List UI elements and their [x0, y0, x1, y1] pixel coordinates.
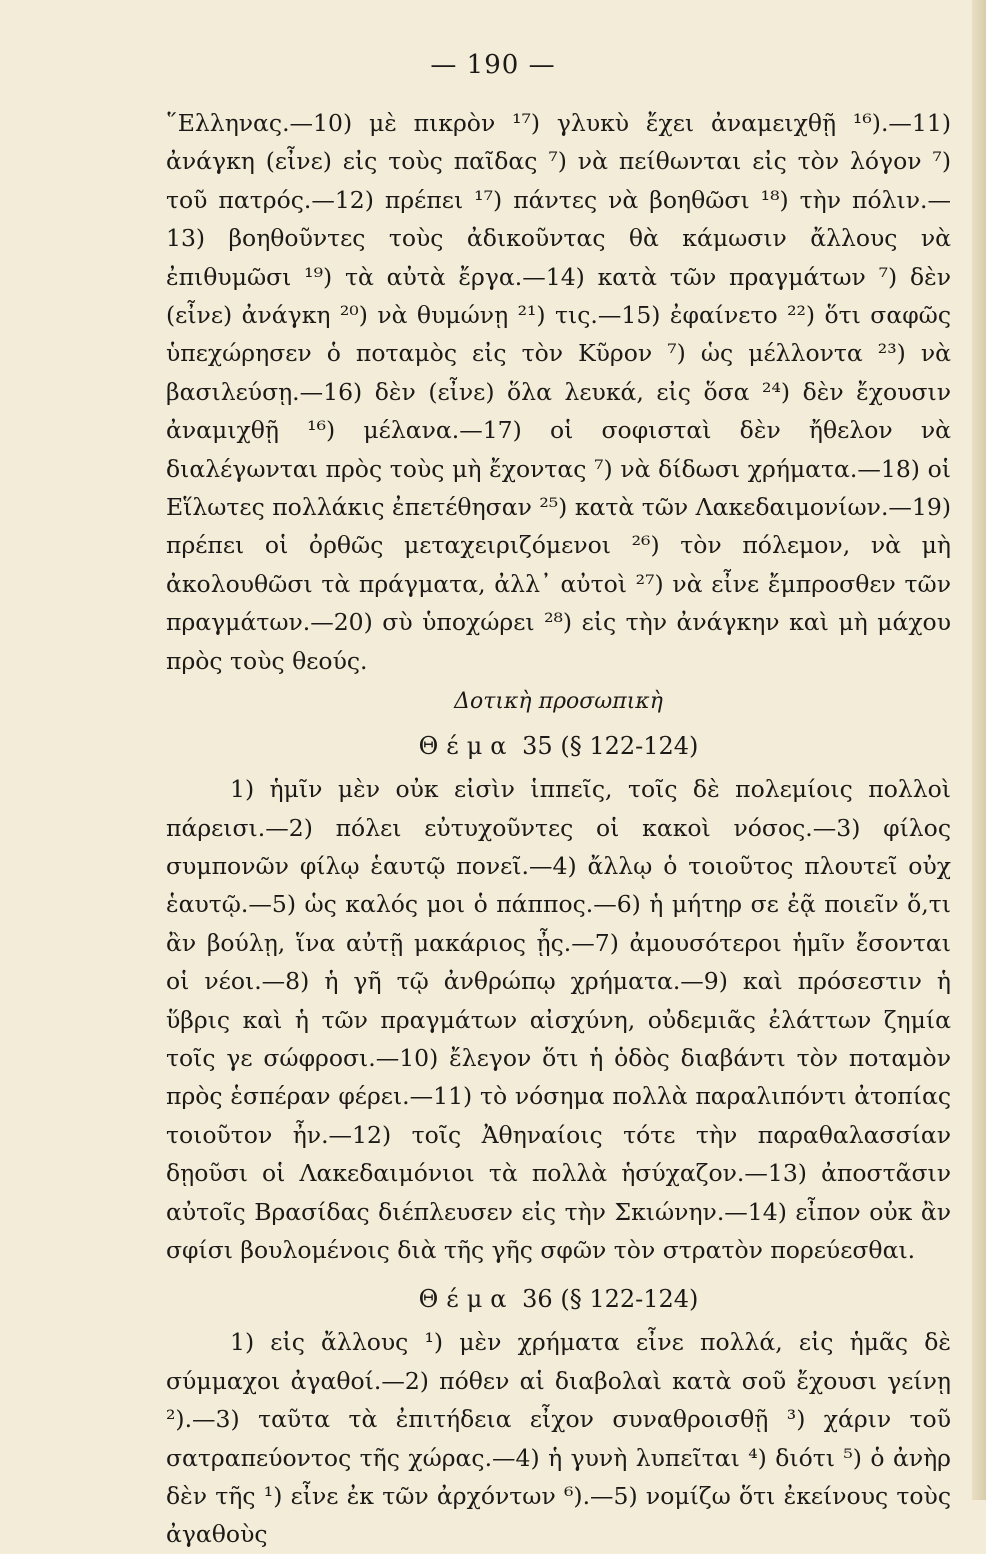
theme-36-label: Θέμα [418, 1285, 515, 1314]
section-title: Δοτικὴ προσωπικὴ [454, 689, 663, 715]
theme-35-number: 35 [522, 732, 553, 761]
theme-35-label: Θέμα [418, 732, 515, 761]
page-edge [972, 0, 986, 1500]
theme-35-text: 1) ἡμῖν μὲν οὐκ εἰσὶν ἱππεῖς, τοῖς δὲ πολεμίοις πολλοὶ πάρεισι.—2) πόλει εὐτυχοῦντες οἱ κακοὶ νόσος.—3) φίλος συμπονῶν φίλῳ ἑαυτῷ πονεῖ.—4) ἄλλῳ ὁ τοιοῦτος πλουτεῖ οὐχ ἑαυτῷ.—5) ὡς καλός μοι ὁ πάππος.—6) ἡ μήτηρ σε ἐᾷ ποιεῖν ὅ,τι ἂν βούλῃ, ἵνα αὐτῇ μακάριος ᾖς.—7) ἀμουσότεροι ἡμῖν ἔσονται οἱ νέοι.—8) ἡ γῆ τῷ ἀνθρώπῳ χρήματα.—9) καὶ πρόσεστιν ἡ ὕβρις καὶ ἡ τῶν πραγμάτων αἰσχύνη, οὐδεμιᾶς ἐλάττων ζημία τοῖς γε σώφροσι.—10) ἔλεγον ὅτι ἡ ὁδὸς διαβάντι τὸν ποταμὸν πρὸς ἑσπέραν φέρει.—11) τὸ νόσημα πολλὰ παραλιπόντι ἀτοπίας τοιοῦτον ἦν.—12) τοῖς Ἀθηναίοις τότε τὴν παραθαλασσίαν δῃοῦσι οἱ Λακεδαιμόνιοι τὰ πολλὰ ἡσύχαζον.—13) ἀποστᾶσιν αὐτοῖς Βρασίδας διέπλευσεν εἰς τὴν Σκιώνην.—14) εἶπον οὐκ ἂν σφίσι βουλομένοις διὰ τῆς γῆς σφῶν τὸν στρατὸν πορεύεσθαι. [166, 775, 951, 1264]
theme-35-heading [166, 724, 951, 768]
page-body [166, 104, 951, 1554]
theme-35-ref: (§ 122-124) [560, 732, 699, 761]
paragraph-exercises-continued: ῞Ελληνας.—10) μὲ πικρὸν ¹⁷) γλυκὺ ἔχει ἀναμειχθῇ ¹⁶).—11) ἀνάγκη (εἶνε) εἰς τοὺς παῖδας ⁷) νὰ πείθωνται εἰς τὸν λόγον ⁷) τοῦ πατρός.—12) πρέπει ¹⁷) πάντες νὰ βοηθῶσι ¹⁸) τὴν πόλιν.—13) βοηθοῦντες τοὺς ἀδικοῦντας θὰ κάμωσιν ἄλλους νὰ ἐπιθυμῶσι ¹⁹) τὰ αὐτὰ ἔργα.—14) κατὰ τῶν πραγμάτων ⁷) δὲν (εἶνε) ἀνάγκη ²⁰) νὰ θυμώνῃ ²¹) τις.—15) ἐφαίνετο ²²) ὅτι σαφῶς ὑπεχώρησεν ὁ ποταμὸς εἰς τὸν Κῦρον ⁷) ὡς μέλλοντα ²³) νὰ βασιλεύσῃ.—16) δὲν (εἶνε) ὅλα λευκά, εἰς ὅσα ²⁴) δὲν ἔχουσιν ἀναμιχθῇ ¹⁶) μέλανα.—17) οἱ σοφισταὶ δὲν ἤθελον νὰ διαλέγωνται πρὸς τοὺς μὴ ἔχοντας ⁷) νὰ δίδωσι χρήματα.—18) οἱ Εἵλωτες πολλάκις ἐπετέθησαν ²⁵) κατὰ τῶν Λακεδαιμονίων.—19) πρέπει οἱ ὀρθῶς μεταχειριζόμενοι ²⁶) τὸν πόλεμον, νὰ μὴ ἀκολουθῶσι τὰ πράγματα, ἀλλ᾿ αὐτοὶ ²⁷) νὰ εἶνε ἔμπροσθεν τῶν πραγμάτων.—20) σὺ ὑποχώρει ²⁸) εἰς τὴν ἀνάγκην καὶ μὴ μάχου πρὸς τοὺς θεούς. [166, 109, 951, 675]
theme-36-number: 36 [522, 1285, 553, 1314]
theme-36-heading [166, 1277, 951, 1321]
spacer [166, 1269, 951, 1275]
page-number: — 190 — [430, 50, 556, 80]
theme-36-text: 1) εἰς ἄλλους ¹) μὲν χρήματα εἶνε πολλά, εἰς ἡμᾶς δὲ σύμμαχοι ἀγαθοί.—2) πόθεν αἱ διαβολαὶ κατὰ σοῦ ἔχουσι γείνῃ ²).—3) ταῦτα τὰ ἐπιτήδεια εἶχον συναθροισθῇ ³) χάριν τοῦ σατραπεύοντος τῆς χώρας.—4) ἡ γυνὴ λυπεῖται ⁴) διότι ⁵) ὁ ἀνὴρ δὲν τῆς ¹) εἶνε ἐκ τῶν ἀρχόντων ⁶).—5) νομίζω ὅτι ἐκείνους τοὺς ἀγαθοὺς [166, 1328, 951, 1549]
theme-36-ref: (§ 122-124) [560, 1285, 699, 1314]
